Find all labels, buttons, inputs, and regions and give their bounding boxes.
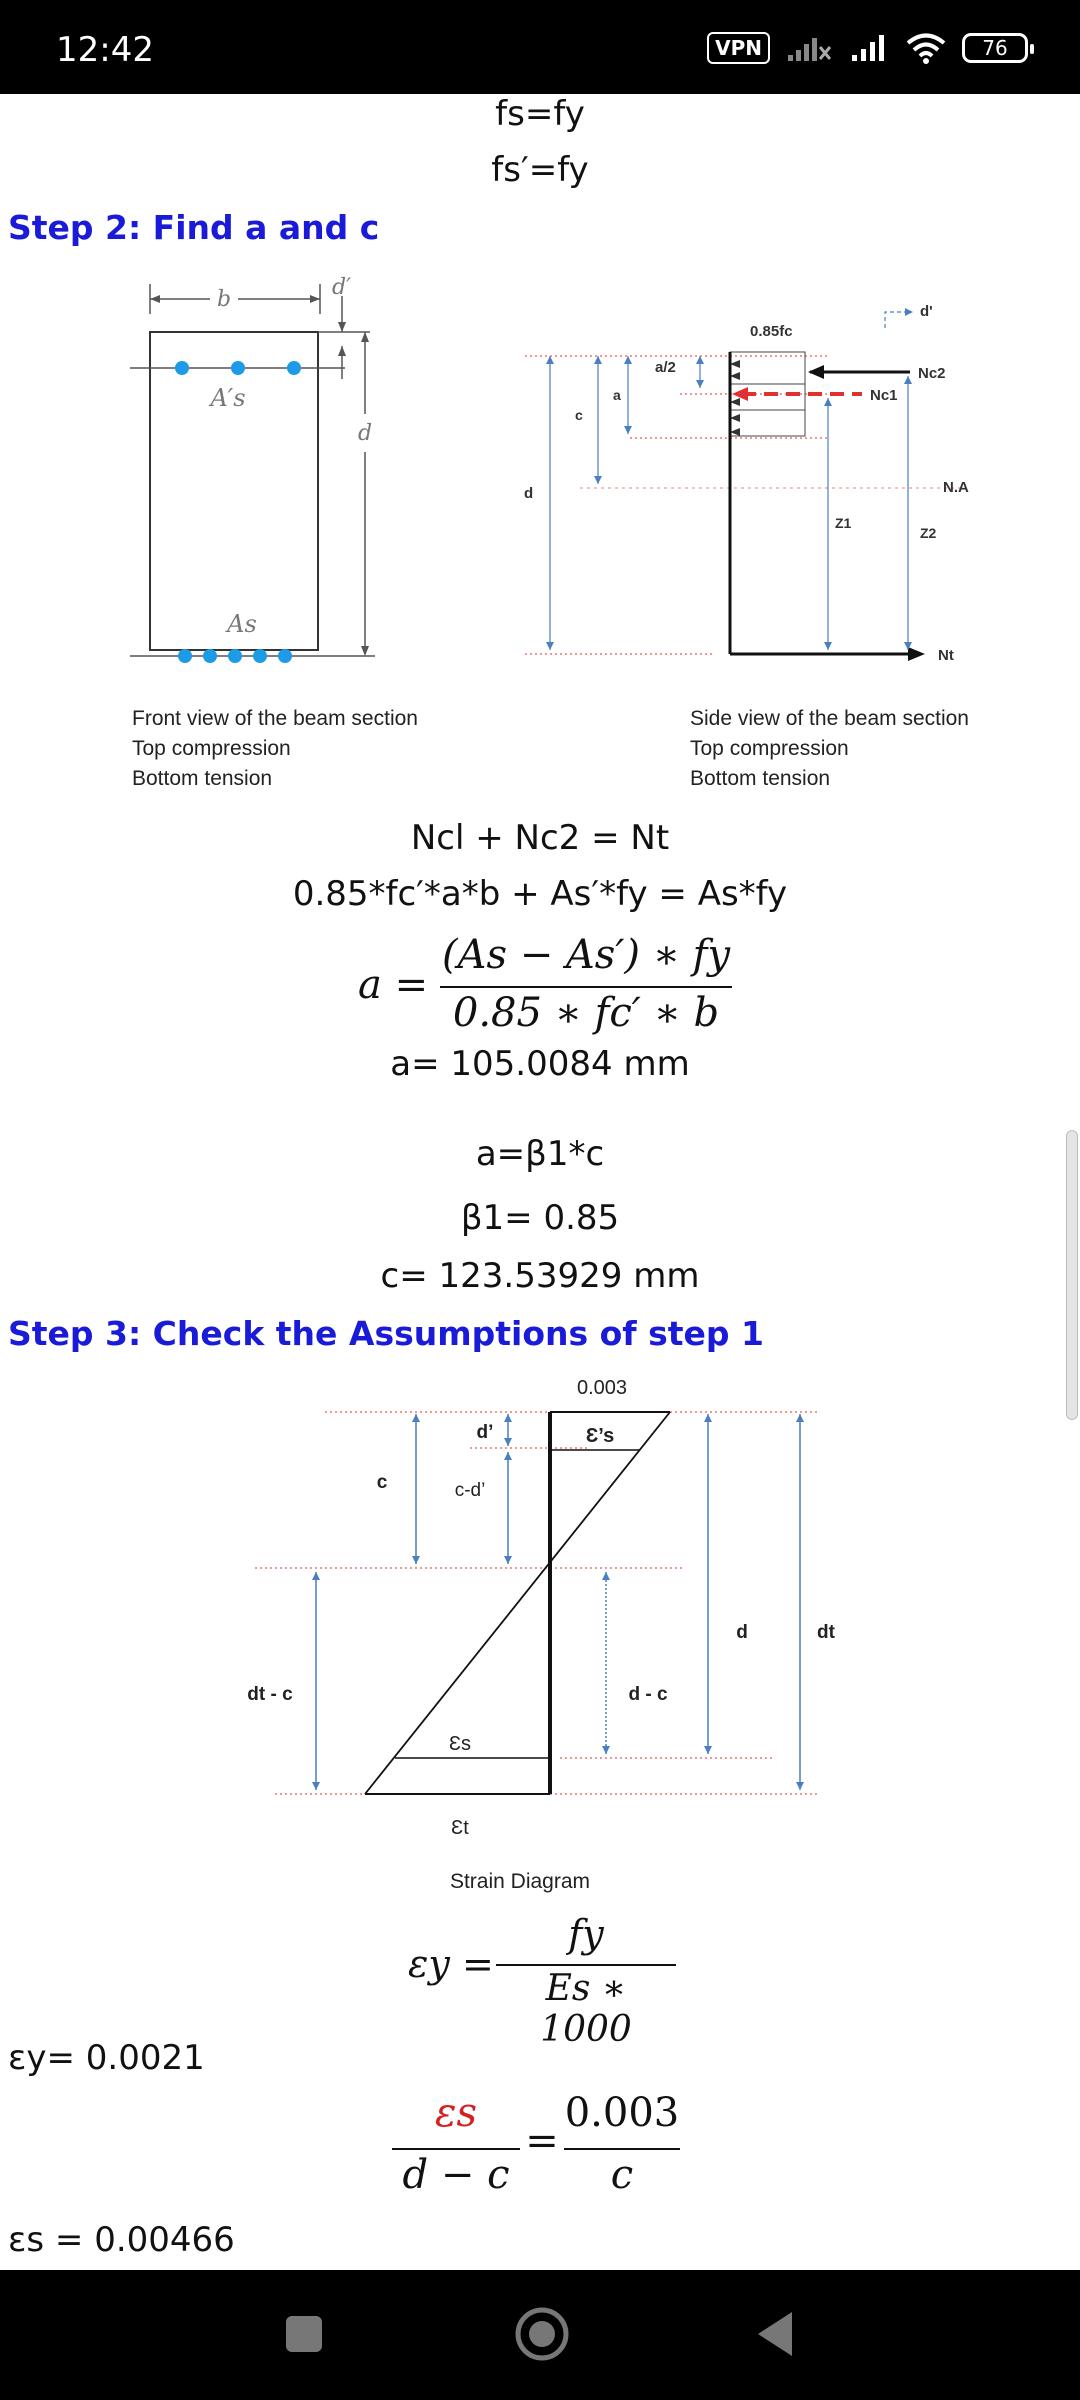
ey-result: εy= 0.0021 [8,2038,205,2078]
side-label-z1: Z1 [835,515,852,531]
equation-fs: fs=fy [495,94,585,134]
step3-heading: Step 3: Check the Assumptions of step 1 [8,1314,765,1353]
side-label-na: N.A [943,479,969,496]
status-icons [707,28,1028,68]
document-content[interactable] [0,94,1080,2270]
label-as: As [227,610,257,638]
strain-label-d: d [736,1622,748,1643]
recents-square-icon[interactable] [280,2304,330,2364]
strain-diagram-caption: Strain Diagram [449,1870,591,1893]
strain-label-eps-t: Ɛt [451,1817,469,1839]
side-view-caption: Side view of the beam section Top compression Bottom tension [690,707,969,790]
side-label-a: a [613,387,621,403]
a-formula: a = (As − As′) ∗ fy 0.85 ∗ fc′ ∗ b [358,932,731,1036]
strain-label-eps-s-prime: Ɛ’s [585,1425,615,1447]
vpn-badge: VPN [707,32,770,64]
back-triangle-icon[interactable] [752,2304,802,2364]
side-label-nt: Nt [938,647,954,664]
strain-diagram [230,1370,850,1910]
side-label-fc: 0.85fc [750,323,793,340]
side-label-nc1: Nc1 [870,387,898,404]
a-result: a= 105.0084 mm [390,1044,690,1084]
side-label-z2: Z2 [920,525,937,541]
step2-heading: Step 2: Find a and c [8,208,380,247]
side-label-a-half: a/2 [655,359,676,376]
signal-icon [850,33,890,63]
beta-value: β1= 0.85 [460,1198,620,1238]
label-d-prime: d′ [332,275,352,300]
equation-fs-prime: fs′=fy [491,150,589,190]
strain-label-c-d-prime: c-d’ [454,1480,486,1501]
strain-label-dt-c: dt - c [247,1684,293,1705]
side-label-nc2: Nc2 [918,365,946,382]
strain-label-eps-s: Ɛs [448,1733,472,1755]
scrollbar-thumb[interactable] [1066,1130,1078,1420]
equation-force-expanded: 0.85*fc′*a*b + As′*fy = As*fy [292,874,788,914]
side-view-diagram [510,294,990,674]
signal-x-icon [786,33,834,63]
navigation-bar [0,2270,1080,2400]
a-beta-relation: a=β1*c [475,1134,605,1174]
c-result: c= 123.53929 mm [380,1256,700,1296]
side-label-c: c [575,407,583,423]
ey-formula: εy = fy Es ∗ 1000 [408,1912,688,2012]
side-label-d: d [524,485,534,502]
strain-label-c: c [376,1472,388,1493]
label-b: b [216,287,232,312]
battery-level: 76 [982,36,1008,60]
equation-force-balance: Ncl + Nc2 = Nt [410,818,670,858]
label-d: d [357,421,373,446]
es-result: εs = 0.00466 [8,2220,235,2260]
front-view-caption: Front view of the beam section Top compression Bottom tension [132,707,418,790]
side-label-d-prime: d' [920,303,933,320]
strain-label-d-prime: d’ [476,1422,494,1443]
front-view-diagram [120,274,400,674]
status-time: 12:42 [56,30,154,70]
es-formula: εs d − c = 0.003 c [392,2090,692,2210]
strain-label-dt: dt [817,1622,835,1643]
home-circle-icon[interactable] [512,2304,572,2364]
label-as-prime: A′s [210,384,246,412]
battery-icon [962,33,1028,63]
status-bar [0,0,1080,94]
strain-label-d-c: d - c [628,1684,668,1705]
wifi-icon [906,32,946,64]
strain-label-top: 0.003 [576,1377,628,1399]
